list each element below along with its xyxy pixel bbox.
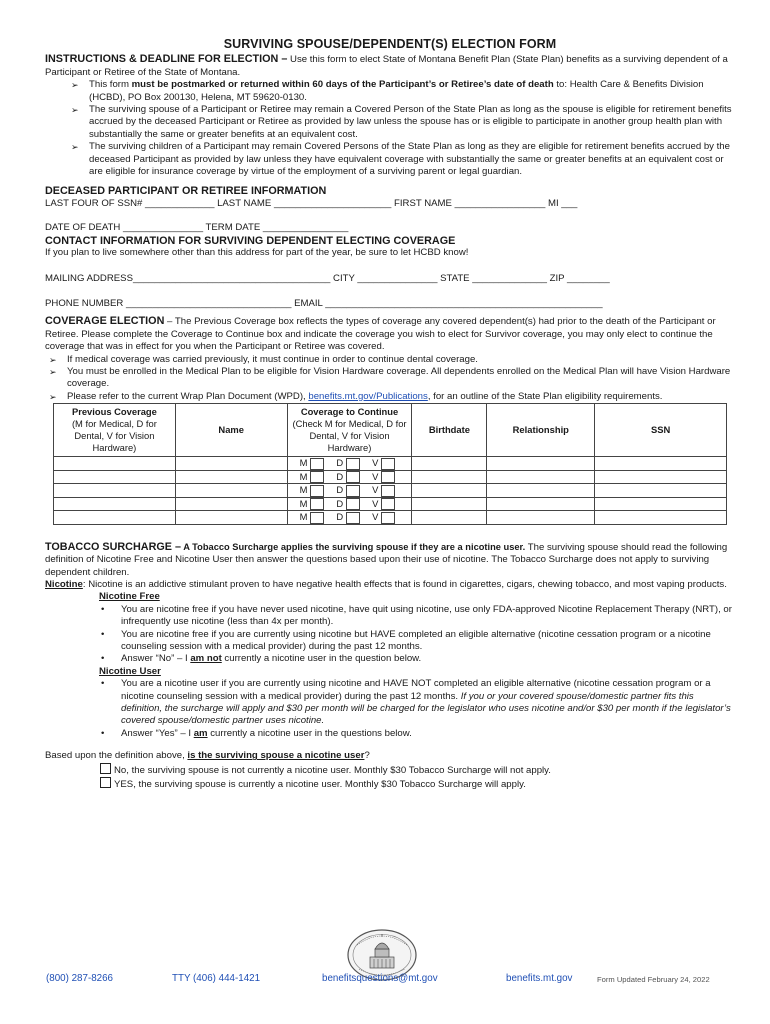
deceased-date-row[interactable]: DATE OF DEATH _______________ TERM DATE ________________ (45, 222, 349, 234)
publications-link[interactable]: benefits.mt.gov/Publications (308, 390, 428, 402)
deceased-heading: DECEASED PARTICIPANT OR RETIREE INFORMATION (45, 185, 327, 198)
coverage-checkbox-m[interactable] (310, 485, 324, 497)
relationship-cell[interactable] (487, 484, 595, 498)
coverage-list (45, 354, 735, 404)
previous-coverage-header: Previous Coverage (M for Medical, D for Dental, V for Vision Hardware) (54, 404, 176, 457)
coverage-option-v[interactable]: V (372, 498, 395, 511)
ssn-cell[interactable] (595, 457, 727, 471)
tobacco-heading: TOBACCO SURCHARGE – (45, 540, 181, 553)
coverage-option-v[interactable]: V (372, 484, 395, 497)
coverage-continue-cell (287, 484, 412, 498)
name-cell[interactable] (175, 457, 287, 471)
contact-note: If you plan to live somewhere other than this address for part of the year, be sure to let HCBD know! (45, 247, 469, 259)
footer-tty[interactable]: TTY (406) 444-1421 (172, 973, 261, 984)
form-title: SURVIVING SPOUSE/DEPENDENT(S) ELECTION FORM (223, 37, 557, 51)
coverage-option-d[interactable]: D (336, 457, 360, 470)
coverage-checkbox-v[interactable] (381, 485, 395, 497)
coverage-checkbox-v[interactable] (381, 498, 395, 510)
coverage-table-row (54, 457, 727, 471)
nicotine-free-item: • Answer “No” – I am not currently a nicotine user in the question below. (101, 653, 735, 665)
nicotine-free-list (45, 604, 735, 666)
coverage-item: ➢ You must be enrolled in the Medical Plan to be eligible for Vision Hardware coverage. All dependents enrolled on the Medical Plan will have Vision Hardware coverage. (49, 366, 735, 391)
instructions-item: ➢ This form must be postmarked or returned within 60 days of the Participant’s or Retiree’s date of death to: Health Care & Benefits Division (HCBD), PO Box 200130, Helena, MT 59620-0130. (71, 79, 735, 104)
coverage-checkbox-m[interactable] (310, 498, 324, 510)
ssn-cell[interactable] (595, 497, 727, 511)
previous-coverage-cell[interactable] (54, 484, 176, 498)
coverage-continue-header: Coverage to Continue (Check M for Medical, D for Dental, V for Vision Hardware) (287, 404, 412, 457)
coverage-option-d[interactable]: D (336, 498, 360, 511)
nicotine-user-list (45, 678, 735, 740)
nicotine-user-item: • You are a nicotine user if you are currently using nicotine and HAVE NOT completed an eligible alternative (nicotine cessation program or a nicotine counseling session with a medical provider) during the past 12 months. If you or your covered spouse/domestic partner fits this definition, the surcharge will apply and $30 per month will be charged for the legislator who uses nicotine and/or $30 per month if the legislator’s covered spouse/domestic partner uses nicotine. (101, 678, 735, 728)
nicotine-definition: Nicotine: Nicotine is an addictive stimulant proven to have negative health effects that is found in cigarettes, cigars, chewing tobacco, and most vaping products. (45, 578, 727, 590)
coverage-checkbox-m[interactable] (310, 512, 324, 524)
ssn-cell[interactable] (595, 484, 727, 498)
coverage-table-row (54, 470, 727, 484)
relationship-cell[interactable] (487, 497, 595, 511)
birthdate-cell[interactable] (412, 470, 487, 484)
footer-phone[interactable]: (800) 287-8266 (46, 973, 113, 984)
coverage-checkbox-d[interactable] (346, 485, 360, 497)
previous-coverage-cell[interactable] (54, 470, 176, 484)
relationship-cell[interactable] (487, 457, 595, 471)
nicotine-option-yes[interactable]: YES, the surviving spouse is currently a nicotine user. Monthly $30 Tobacco Surcharge will apply. (45, 777, 735, 791)
coverage-option-v[interactable]: V (372, 511, 395, 524)
coverage-option-v[interactable]: V (372, 457, 395, 470)
coverage-continue-cell (287, 470, 412, 484)
coverage-continue-cell (287, 457, 412, 471)
coverage-option-d[interactable]: D (336, 471, 360, 484)
phone-email-row[interactable]: PHONE NUMBER _______________________________ EMAIL ____________________________________________________ (45, 297, 603, 309)
coverage-table-row (54, 497, 727, 511)
nicotine-free-item: • You are nicotine free if you have never used nicotine, have quit using nicotine, use only FDA-approved Nicotine Replacement Therapy (NRT), or infrequently use nicotine (less than 4x per month). (101, 604, 735, 629)
coverage-checkbox-m[interactable] (310, 458, 324, 470)
coverage-continue-cell (287, 511, 412, 525)
coverage-option-d[interactable]: D (336, 484, 360, 497)
checkbox-yes[interactable] (100, 777, 111, 788)
instructions-paragraph: INSTRUCTIONS & DEADLINE FOR ELECTION – Use this form to elect State of Montana Benefit Plan (State Plan) benefits as a surviving dependent of a Participant or Retiree of the State of Montana. (45, 53, 728, 78)
relationship-header: Relationship (487, 404, 595, 457)
previous-coverage-cell[interactable] (54, 457, 176, 471)
coverage-option-v[interactable]: V (372, 471, 395, 484)
ssn-cell[interactable] (595, 511, 727, 525)
tobacco-paragraph: TOBACCO SURCHARGE – A Tobacco Surcharge applies the surviving spouse if they are a nicotine user. The surviving spouse should read the following definition of Nicotine Free and Nicotine User then answer the questions based upon their use of nicotine. The Tobacco Surcharge does not apply to surviving dependent children. (45, 540, 728, 578)
coverage-checkbox-v[interactable] (381, 458, 395, 470)
deceased-name-row[interactable]: LAST FOUR OF SSN# _____________ LAST NAME ______________________ FIRST NAME _________________ MI ___ (45, 197, 578, 209)
nicotine-free-label: Nicotine Free (99, 591, 160, 603)
coverage-heading: COVERAGE ELECTION (45, 315, 165, 328)
coverage-checkbox-v[interactable] (381, 471, 395, 483)
name-header: Name (175, 404, 287, 457)
coverage-option-m[interactable]: M (300, 457, 325, 470)
relationship-cell[interactable] (487, 511, 595, 525)
birthdate-cell[interactable] (412, 484, 487, 498)
coverage-checkbox-d[interactable] (346, 512, 360, 524)
footer-updated: Form Updated February 24, 2022 (597, 975, 710, 984)
coverage-option-m[interactable]: M (300, 471, 325, 484)
instructions-item: ➢ The surviving spouse of a Participant or Retiree may remain a Covered Person of the State Plan as long as the spouse is eligible for retirement benefits accrued by the deceased Participant or Retiree as provided by law unless the spouse has or is eligible to participate in another group health plan with substantially the same or greater benefits at an equivalent cost. (71, 104, 735, 141)
coverage-option-m[interactable]: M (300, 511, 325, 524)
birthdate-cell[interactable] (412, 497, 487, 511)
coverage-option-m[interactable]: M (300, 484, 325, 497)
birthdate-cell[interactable] (412, 457, 487, 471)
instructions-item: ➢ The surviving children of a Participant may remain Covered Persons of the State Plan as long as they are eligible for retirement benefits accrued by the deceased Participant as provided by law unless they have equivalent coverage with substantially the same or greater benefits at an equivalent cost or are eligible for insurance coverage by virtue of the employment of a surviving parent or legal guardian. (71, 141, 735, 178)
previous-coverage-cell[interactable] (54, 497, 176, 511)
nicotine-user-label: Nicotine User (99, 665, 161, 677)
instructions-list (45, 79, 735, 178)
mailing-address-row[interactable]: MAILING ADDRESS_____________________________________ CITY _______________ STATE ______________ ZIP ________ (45, 272, 610, 284)
name-cell[interactable] (175, 484, 287, 498)
previous-coverage-cell[interactable] (54, 511, 176, 525)
coverage-item: ➢ Please refer to the current Wrap Plan Document (WPD), benefits.mt.gov/Publications, for an outline of the State Plan eligibility requirements. (49, 391, 735, 403)
coverage-continue-cell (287, 497, 412, 511)
coverage-paragraph: COVERAGE ELECTION – The Previous Coverage box reflects the types of coverage any covered dependent(s) had prior to the death of the Participant or Retiree. Please complete the Coverage to Continue box and indicate the coverage you wish to elect for Survivor coverage, you may only elect to continue the coverage that was in effect for you when the Participant or Retiree was covered. (45, 315, 716, 353)
nicotine-question: Based upon the definition above, is the surviving spouse a nicotine user? (45, 750, 370, 762)
footer-website[interactable]: benefits.mt.gov (506, 973, 573, 984)
coverage-checkbox-d[interactable] (346, 498, 360, 510)
form-page (45, 38, 735, 791)
checkbox-no[interactable] (100, 763, 111, 774)
coverage-checkbox-v[interactable] (381, 512, 395, 524)
footer-email[interactable]: benefitsquestions@mt.gov (322, 973, 438, 984)
coverage-checkbox-d[interactable] (346, 458, 360, 470)
coverage-checkbox-d[interactable] (346, 471, 360, 483)
coverage-option-d[interactable]: D (336, 511, 360, 524)
coverage-checkbox-m[interactable] (310, 471, 324, 483)
name-cell[interactable] (175, 511, 287, 525)
relationship-cell[interactable] (487, 470, 595, 484)
name-cell[interactable] (175, 497, 287, 511)
birthdate-cell[interactable] (412, 511, 487, 525)
instructions-heading: INSTRUCTIONS & DEADLINE FOR ELECTION – (45, 53, 288, 66)
coverage-table-row (54, 511, 727, 525)
nicotine-option-no[interactable]: No, the surviving spouse is not currently a nicotine user. Monthly $30 Tobacco Surcharge will not apply. (45, 763, 735, 777)
coverage-table-row (54, 484, 727, 498)
ssn-header: SSN (595, 404, 727, 457)
nicotine-user-item: • Answer “Yes” – I am currently a nicotine user in the questions below. (101, 728, 735, 740)
name-cell[interactable] (175, 470, 287, 484)
coverage-option-m[interactable]: M (300, 498, 325, 511)
contact-heading: CONTACT INFORMATION FOR SURVIVING DEPENDENT ELECTING COVERAGE (45, 234, 456, 247)
birthdate-header: Birthdate (412, 404, 487, 457)
nicotine-free-item: • You are nicotine free if you are currently using nicotine but HAVE completed an eligible alternative (nicotine cessation program or a nicotine counseling session with a medical provider) during the past 12 months. (101, 629, 735, 654)
coverage-table (53, 403, 727, 525)
ssn-cell[interactable] (595, 470, 727, 484)
coverage-item: ➢ If medical coverage was carried previously, it must continue in order to continue dental coverage. (49, 354, 735, 366)
